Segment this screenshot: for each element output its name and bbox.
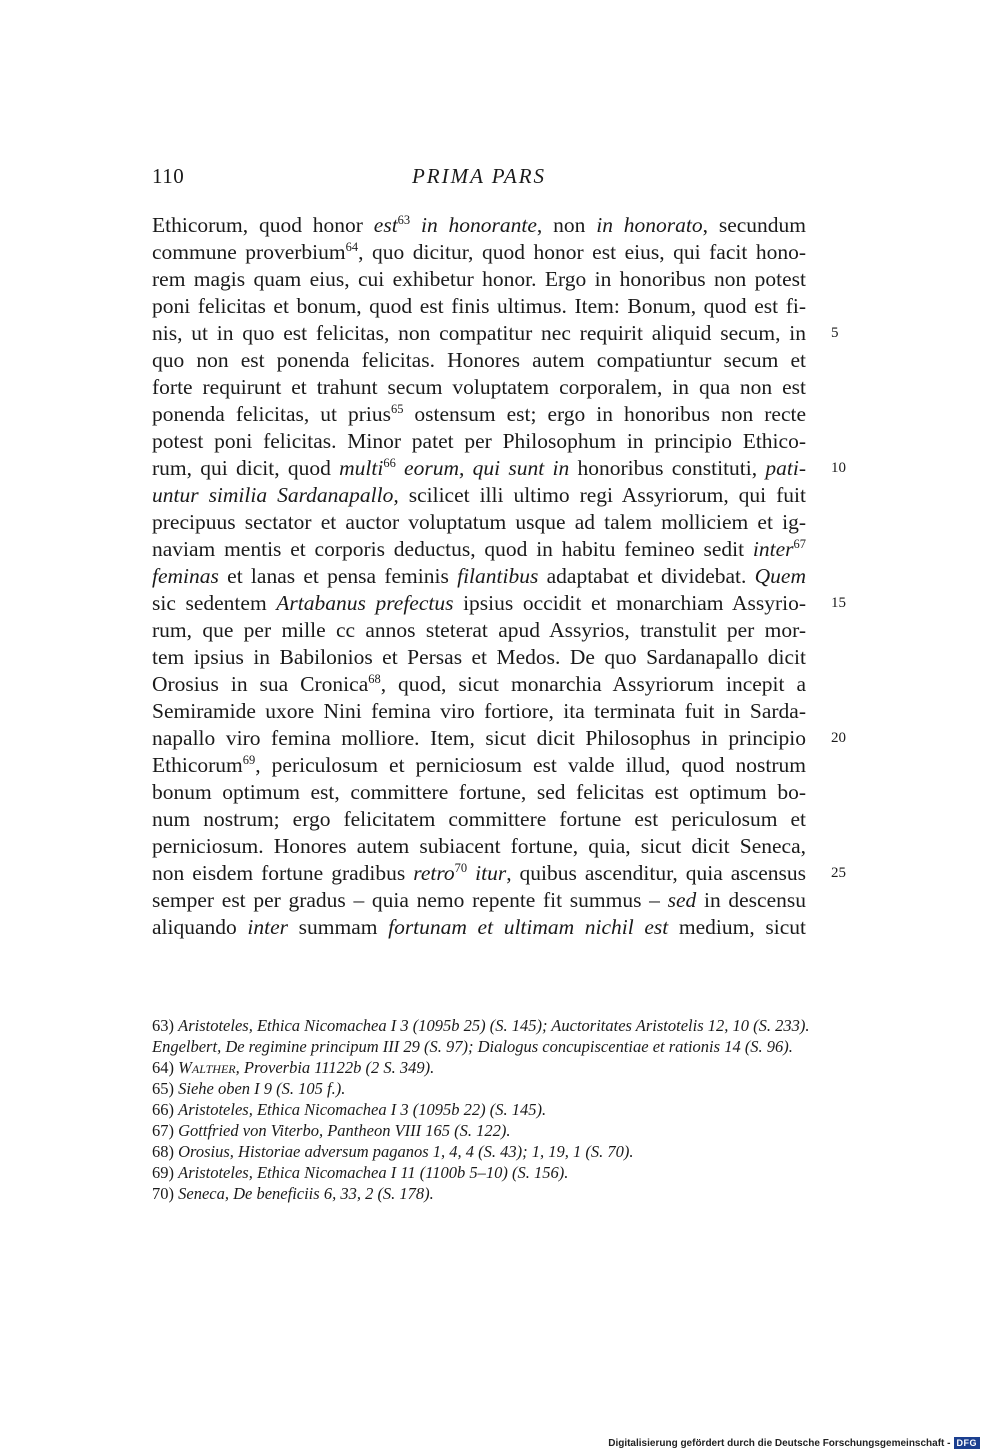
text-run: , periculosum et perniciosum est valde illud, quod nostrum xyxy=(255,753,806,777)
text-run: adaptabat et dividebat. xyxy=(538,564,755,588)
text-run: summam xyxy=(288,915,389,939)
text-run: Orosius in sua Cronica xyxy=(152,672,369,696)
credit-text: Digitalisierung gefördert durch die Deutsche Forschungsgemeinschaft - xyxy=(608,1437,951,1449)
footnote-number: 68) xyxy=(152,1142,179,1161)
text-line xyxy=(152,617,806,644)
text-line xyxy=(152,212,806,239)
footnote-number: 70) xyxy=(152,1184,179,1203)
text-run: tem ipsius in Babilonios et Persas et Medos. De quo Sardanapallo dicit xyxy=(152,645,806,669)
text-run: num nostrum; ergo felicitatem committere fortune est periculosum et xyxy=(152,807,806,831)
footnote-ref: 66 xyxy=(383,455,396,470)
text-run: , secundum xyxy=(702,213,807,237)
footnotes xyxy=(152,1015,822,1204)
running-head: PRIMA PARS xyxy=(411,164,547,188)
italic-text: Quem xyxy=(754,564,807,588)
footnote-ref: 70 xyxy=(454,860,468,875)
italic-text: untur similia Sardanapallo, xyxy=(152,483,399,507)
text-run: , quo dicitur, quod honor est eius, qui facit hono- xyxy=(358,240,806,264)
footnote-number: 66) xyxy=(152,1100,179,1119)
footnote-ref: 65 xyxy=(390,401,404,416)
italic-text: retro xyxy=(413,861,455,885)
text-line xyxy=(152,887,806,914)
footnote-ref: 68 xyxy=(368,671,381,686)
text-run: et lanas et pensa feminis xyxy=(218,564,458,588)
text-line xyxy=(152,347,806,374)
text-run: quo non est ponenda felicitas. Honores autem compatiuntur secum et xyxy=(152,348,806,372)
text-run: aliquando xyxy=(152,915,248,939)
footnote-number: 65) xyxy=(152,1079,179,1098)
text-line xyxy=(152,644,806,671)
line-number: 25 xyxy=(831,865,846,881)
footnote-text: Seneca, De beneficiis 6, 33, 2 (S. 178). xyxy=(178,1184,434,1203)
footnote-text: Aristoteles, Ethica Nicomachea I 3 (1095b 22) (S. 145). xyxy=(178,1100,547,1119)
italic-text: inter xyxy=(247,915,289,939)
footnote xyxy=(152,1120,822,1141)
text-run: bonum optimum est, committere fortune, sed felicitas est optimum bo- xyxy=(152,780,806,804)
text-run: poni felicitas et bonum, quod est finis ultimus. Item: Bonum, quod est fi- xyxy=(152,294,806,318)
text-run: commune proverbium xyxy=(152,240,346,264)
footnote xyxy=(152,1141,822,1162)
text-run: in descensu xyxy=(696,888,806,912)
dfg-logo-icon: DFG xyxy=(954,1437,981,1449)
line-number: 10 xyxy=(831,460,846,476)
text-run: sic sedentem xyxy=(152,591,277,615)
text-line xyxy=(152,752,806,779)
footnote-text: , Proverbia 11122b (2 S. 349). xyxy=(235,1058,435,1077)
text-run: napallo viro femina molliore. Item, sicut dicit Philosophus in principio xyxy=(152,726,806,750)
text-run: semper est per gradus – quia nemo repente fit summus – xyxy=(152,888,668,912)
italic-text: in honorante xyxy=(410,213,537,237)
main-text xyxy=(152,212,846,941)
text-line xyxy=(152,671,806,698)
text-run: rem magis quam eius, cui exhibetur honor. Ergo in honoribus non potest xyxy=(152,267,806,291)
text-line xyxy=(152,509,806,536)
footnote-text: Orosius, Historiae adversum paganos 1, 4, 4 (S. 43); 1, 19, 1 (S. 70). xyxy=(178,1142,634,1161)
line-number: 15 xyxy=(831,595,846,611)
italic-text: itur xyxy=(467,861,507,885)
italic-text: Artabanus prefectus xyxy=(276,591,454,615)
text-line xyxy=(152,266,806,293)
italic-text: sed xyxy=(667,888,697,912)
text-run: ostensum est; ergo in honoribus non recte xyxy=(403,402,807,426)
text-run: forte requirunt et trahunt secum voluptatem corporalem, in qua non est xyxy=(152,375,806,399)
footnote xyxy=(152,1099,822,1120)
italic-text: feminas xyxy=(152,564,219,588)
text-run: Semiramide uxore Nini femina viro fortiore, ita terminata fuit in Sarda- xyxy=(152,699,806,723)
text-line xyxy=(152,806,806,833)
text-run: , quibus ascenditur, quia ascensus xyxy=(506,861,806,885)
text-line xyxy=(152,698,806,725)
text-run: honoribus constituti, xyxy=(569,456,766,480)
italic-text: filantibus xyxy=(457,564,539,588)
text-line xyxy=(152,401,806,428)
footnote-number: 69) xyxy=(152,1163,179,1182)
text-run: non eisdem fortune gradibus xyxy=(152,861,414,885)
text-line xyxy=(152,428,806,455)
text-line xyxy=(152,860,846,887)
text-line xyxy=(152,374,806,401)
footnote xyxy=(152,1078,822,1099)
italic-text: pati- xyxy=(765,456,806,480)
footnote-number: 64) xyxy=(152,1058,179,1077)
italic-text: fortunam et ultimam nichil est xyxy=(388,915,669,939)
footnote-number: 63) xyxy=(152,1016,179,1035)
text-run: , non xyxy=(536,213,597,237)
text-line xyxy=(152,293,806,320)
text-line xyxy=(152,536,806,563)
text-line xyxy=(152,725,846,752)
footnote xyxy=(152,1015,822,1057)
text-run: rum, qui dicit, quod xyxy=(152,456,340,480)
text-line xyxy=(152,239,806,266)
text-run: perniciosum. Honores autem subiacent fortune, quia, sicut dicit Seneca, xyxy=(152,834,806,858)
text-line xyxy=(152,914,806,941)
text-run: , quod, sicut monarchia Assyriorum incepit a xyxy=(380,672,807,696)
footnote-ref: 64 xyxy=(345,239,359,254)
text-run: precipuus sectator et auctor voluptatum usque ad talem molliciem et ig- xyxy=(152,510,806,534)
italic-text: multi xyxy=(339,456,384,480)
text-line xyxy=(152,563,806,590)
footnote-ref: 67 xyxy=(793,536,806,551)
text-run: naviam mentis et corporis deductus, quod in habitu femineo sedit xyxy=(152,537,753,561)
text-run: scilicet illi ultimo regi Assyriorum, qui fuit xyxy=(398,483,806,507)
text-line xyxy=(152,320,839,347)
page-number: 110 xyxy=(152,164,185,188)
footnote xyxy=(152,1183,822,1204)
text-line xyxy=(152,833,806,860)
italic-text: est xyxy=(373,213,398,237)
dfg-credit xyxy=(608,1437,980,1449)
footnote-text: Aristoteles, Ethica Nicomachea I 11 (1100b 5–10) (S. 156). xyxy=(178,1163,569,1182)
footnote-author: Walther xyxy=(178,1058,236,1077)
footnote-text: Gottfried von Viterbo, Pantheon VIII 165 (S. 122). xyxy=(178,1121,511,1140)
text-run: ponenda felicitas, ut prius xyxy=(152,402,391,426)
line-number: 5 xyxy=(831,325,839,341)
text-run: nis, ut in quo est felicitas, non compatitur nec requirit aliquid secum, in xyxy=(152,321,806,345)
italic-text: eorum, qui sunt in xyxy=(395,456,570,480)
footnote-number: 67) xyxy=(152,1121,179,1140)
text-run: medium, sicut xyxy=(668,915,806,939)
footnote-ref: 69 xyxy=(242,752,256,767)
line-number: 20 xyxy=(831,730,846,746)
text-line xyxy=(152,455,846,482)
italic-text: inter xyxy=(752,537,794,561)
text-line xyxy=(152,482,806,509)
footnote-text: Aristoteles, Ethica Nicomachea I 3 (1095b 25) (S. 145); Auctoritates Aristotelis 12, 10 (S. 233). Engelbert, De regimine principum III 29 (S. 97); Dialogus concupiscentiae et rationis 14 (S. 96). xyxy=(152,1016,810,1056)
text-run: Ethicorum xyxy=(152,753,243,777)
text-run: rum, que per mille cc annos steterat apud Assyrios, transtulit per mor- xyxy=(152,618,806,642)
text-run: potest poni felicitas. Minor patet per Philosophum in principio Ethico- xyxy=(152,429,806,453)
italic-text: in honorato xyxy=(596,213,703,237)
text-run: ipsius occidit et monarchiam Assyrio- xyxy=(453,591,806,615)
footnote xyxy=(152,1162,822,1183)
footnote-text: Siehe oben I 9 (S. 105 f.). xyxy=(178,1079,346,1098)
text-line xyxy=(152,779,806,806)
text-line xyxy=(152,590,846,617)
text-run: Ethicorum, quod honor xyxy=(152,213,374,237)
footnote-ref: 63 xyxy=(397,212,411,227)
footnote xyxy=(152,1057,822,1078)
